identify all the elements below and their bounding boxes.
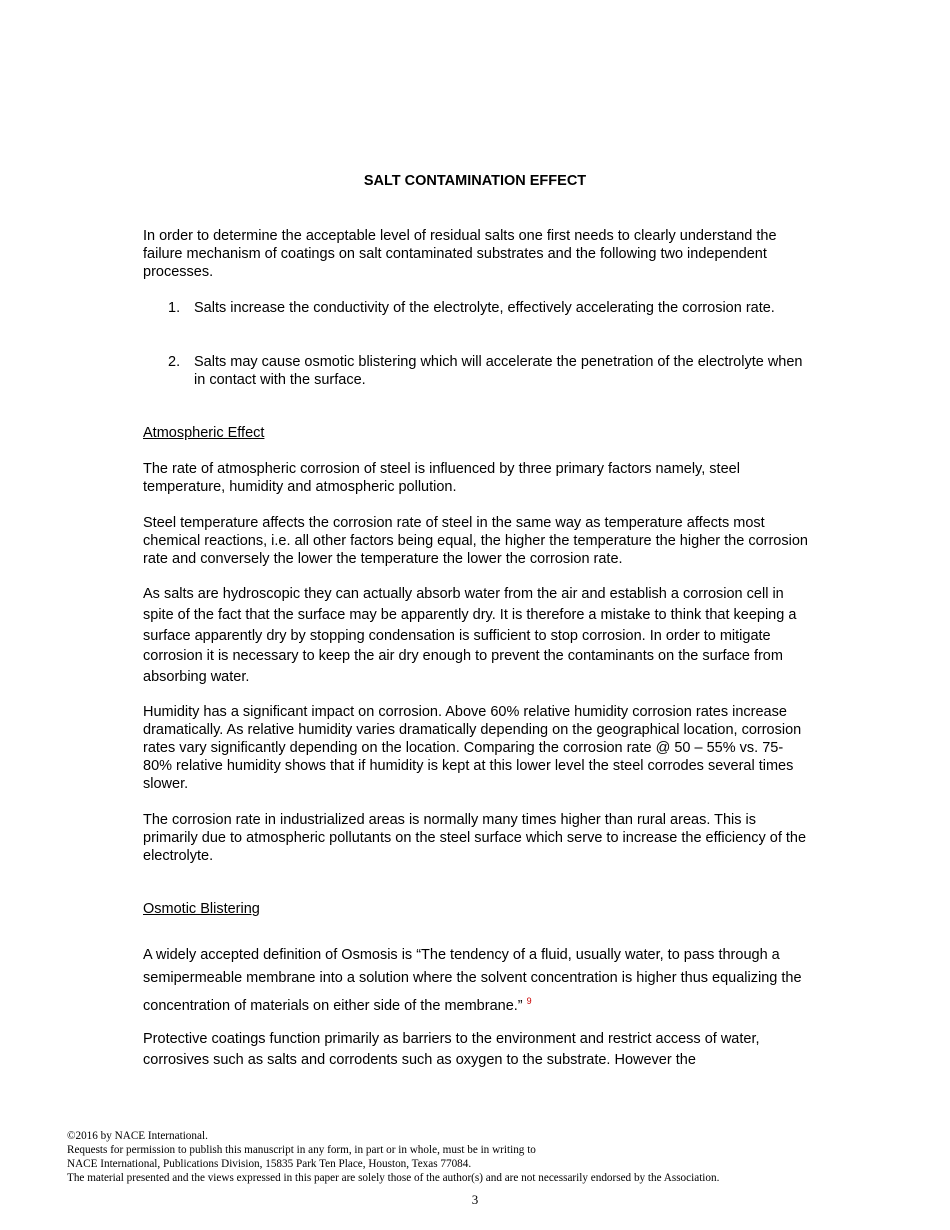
list-item xyxy=(168,353,808,389)
osmotic-paragraph-1 xyxy=(143,944,808,1018)
atmospheric-paragraph-2: Steel temperature affects the corrosion rate of steel in the same way as temperature affects most chemical reactions, i.e. all other factors being equal, the higher the temperature the higher the corrosion rate and conversely the lower the temperature the lower the corrosion rate. xyxy=(143,515,808,567)
intro-text: In order to determine the acceptable level of residual salts one first needs to clearly understand the failure mechanism of coatings on salt contaminated substrates and the following two independent processes. xyxy=(143,228,777,280)
footer-disclaimer: The material presented and the views expressed in this paper are solely those of the author(s) and are not necessarily endorsed by the Association. xyxy=(67,1172,720,1184)
footer-permission: Requests for permission to publish this manuscript in any form, in part or in whole, must be in writing to xyxy=(67,1144,536,1156)
list-text: Salts may cause osmotic blistering which will accelerate the penetration of the electrolyte when in contact with the surface. xyxy=(194,354,803,388)
footer xyxy=(67,1129,887,1185)
list-item xyxy=(168,299,808,317)
footer-address: NACE International, Publications Division, 15835 Park Ten Place, Houston, Texas 77084. xyxy=(67,1158,472,1170)
list-text: Salts increase the conductivity of the electrolyte, effectively accelerating the corrosion rate. xyxy=(194,300,775,316)
page-title: SALT CONTAMINATION EFFECT xyxy=(363,173,587,189)
list-number: 2. xyxy=(168,354,181,370)
osmotic-heading: Osmotic Blistering xyxy=(143,901,260,917)
reference-marker: 9 xyxy=(526,996,532,1006)
intro-paragraph xyxy=(143,227,808,281)
atmospheric-paragraph-4: Humidity has a significant impact on corrosion. Above 60% relative humidity corrosion rates increase dramatically. As relative humidity varies dramatically depending on the geographical location, corrosion rates vary significantly depending on the location. Comparing the corrosion rate @ 50 – 55% vs. 75-80% relative humidity shows that if humidity is kept at this lower level the steel corrodes several times slower. xyxy=(143,704,802,792)
footer-copyright: ©2016 by NACE International. xyxy=(67,1130,208,1142)
atmospheric-paragraph-5: The corrosion rate in industrialized areas is normally many times higher than rural areas. This is primarily due to atmospheric pollutants on the steel surface which serve to increase the efficiency of the electrolyte. xyxy=(143,812,807,864)
page-number: 3 xyxy=(471,1192,479,1207)
list-number: 1. xyxy=(168,300,181,316)
atmospheric-heading: Atmospheric Effect xyxy=(143,425,265,441)
atmospheric-paragraph-1: The rate of atmospheric corrosion of steel is influenced by three primary factors namely, steel temperature, humidity and atmospheric pollution. xyxy=(143,461,740,495)
atmospheric-paragraph-3: As salts are hydroscopic they can actually absorb water from the air and establish a corrosion cell in spite of the fact that the surface may be apparently dry. It is therefore a mistake to think that keeping a surface apparently dry by stopping condensation is sufficient to stop corrosion. In order to mitigate corrosion it is necessary to keep the air dry enough to prevent the contaminants on the surface from absorbing water. xyxy=(143,586,797,686)
osmotic-paragraph-2: Protective coatings function primarily as barriers to the environment and restrict access of water, corrosives such as salts and corrodents such as oxygen to the substrate. However the xyxy=(143,1031,760,1068)
osmotic-definition-text: A widely accepted definition of Osmosis is “The tendency of a fluid, usually water, to pass through a semipermeable membrane into a solution where the solvent concentration is higher thus equalizing the concentration of materials on either side of the membrane.” xyxy=(143,947,802,1014)
